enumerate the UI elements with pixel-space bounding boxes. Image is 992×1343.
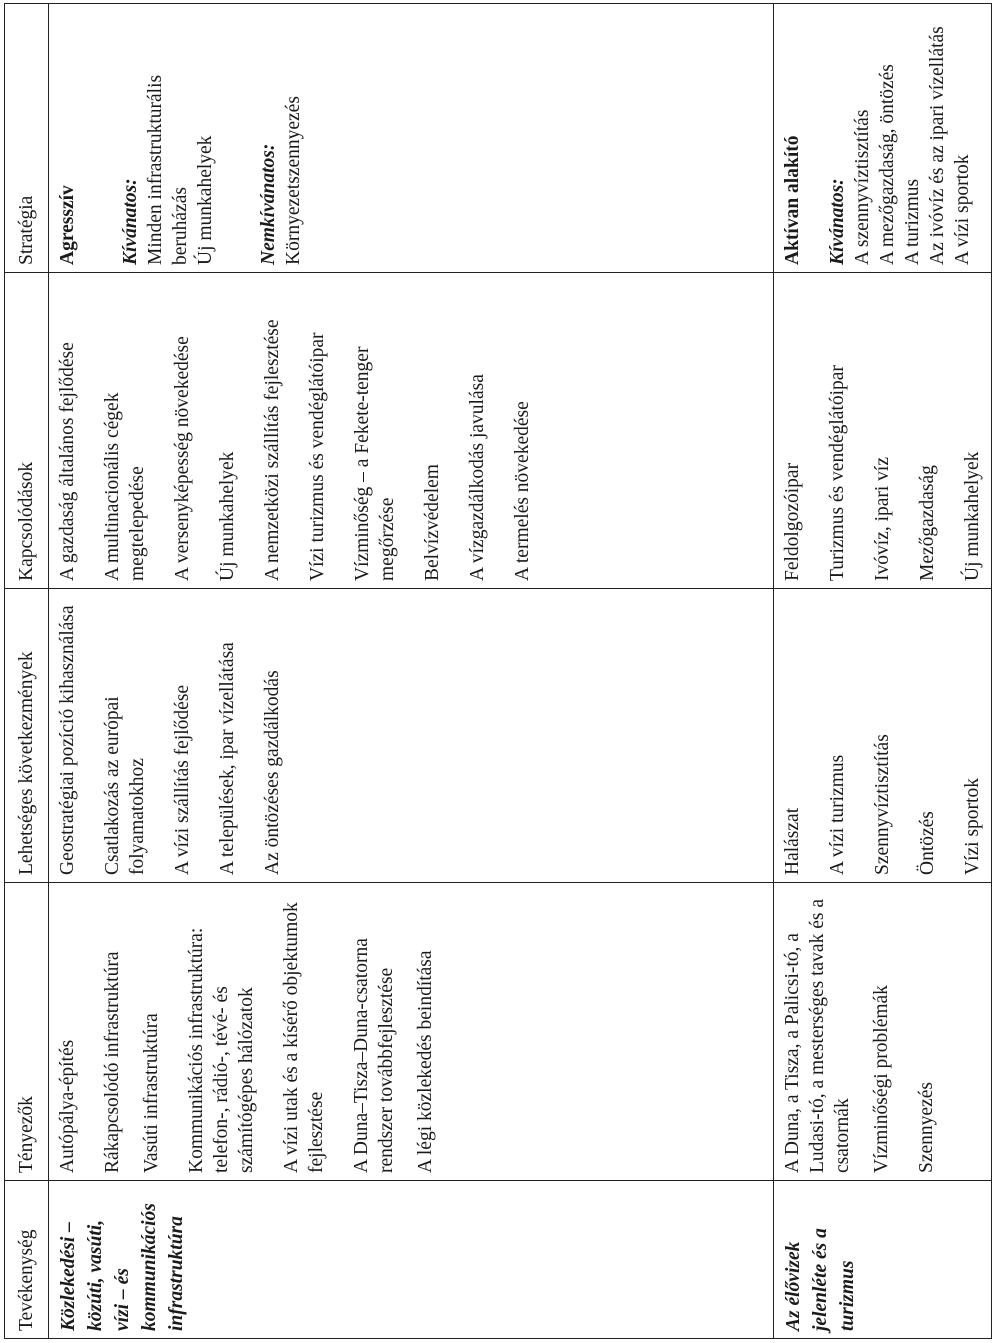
list-item: Halászat: [782, 807, 803, 875]
consequences-cell: [774, 589, 992, 883]
list-item: A turizmus: [902, 178, 923, 265]
list-item: Szennyezés: [916, 1082, 937, 1173]
list-item: A termelés növekedése: [512, 401, 533, 581]
connections-cell: [774, 273, 992, 589]
list-item: A vízi sportok: [952, 154, 973, 265]
table-row: [49, 4, 774, 1339]
list-item: Új munkahelyek: [195, 135, 216, 265]
list-item: A multinacionális cégek megtelepedése: [102, 392, 148, 581]
list-item: Szennyvíztisztítás: [872, 734, 893, 875]
factors-cell: [49, 883, 774, 1181]
list-item: Új munkahelyek: [217, 451, 238, 581]
table-row: [774, 4, 992, 1339]
list-item: Az ivóvíz és az ipari vízellátás: [927, 26, 948, 265]
strategy-cell: [774, 4, 992, 273]
list-item: Vízminőségi problémák: [871, 985, 892, 1173]
list-item: A légi közlekedés beindítása: [415, 950, 436, 1173]
list-item: Mezőgazdaság: [917, 465, 938, 581]
header-connections: Kapcsolódások: [5, 273, 49, 589]
list-item: Belvízvédelem: [422, 464, 443, 581]
list-item: Turizmus és vendéglátóipar: [827, 365, 848, 581]
header-row: [5, 4, 49, 1339]
list-item: Geostratégiai pozíció kihasználása: [57, 605, 78, 875]
undesirable-label: Nemkívánatos:: [258, 143, 279, 265]
list-item: Környezetszennyezés: [283, 96, 304, 265]
strategy-table: [4, 3, 992, 1339]
list-item: A települések, ipar vízellátása: [217, 642, 238, 875]
list-item: Vasúti infrastruktúra: [141, 1013, 162, 1173]
list-item: A vízi szállítás fejlődése: [172, 684, 193, 875]
list-item: A versenyképesség növekedése: [172, 336, 193, 581]
list-item: Rákapcsolódó infrastruktúra: [102, 951, 123, 1173]
list-item: A nemzetközi szállítás fejlesztése: [262, 319, 283, 581]
activity-cell: Közlekedési – közúti, vasúti, vízi – és kommunikációs infrastruktúra: [49, 1181, 774, 1339]
strategy-title: Agresszív: [57, 185, 78, 265]
list-item: A vízi utak és a kísérő objektumok fejlesztése: [281, 902, 327, 1173]
header-factors: Tényezők: [5, 883, 49, 1181]
list-item: Minden infrastrukturális beruházás: [145, 74, 191, 265]
strategy-title: Aktívan alakító: [782, 135, 803, 265]
list-item: Autópálya-építés: [57, 1039, 78, 1173]
list-item: Vízminőség – a Fekete-tenger megőrzése: [352, 346, 398, 581]
list-item: Ivóvíz, ipari víz: [872, 457, 893, 581]
factors-cell: [774, 883, 992, 1181]
list-item: A mezőgazdaság, öntözés: [877, 64, 898, 265]
strategy-cell: [49, 4, 774, 273]
list-item: Vízi sportok: [962, 778, 983, 875]
list-item: A Duna, a Tisza, a Palicsi-tó, a Ludasi-tó, a mesterséges tavak és a csatornák: [782, 899, 853, 1173]
list-item: A vízi turizmus: [827, 754, 848, 875]
list-item: Új munkahelyek: [962, 451, 983, 581]
list-item: A Duna–Tisza–Duna-csatorna rendszer továbbfejlesztése: [351, 938, 397, 1173]
list-item: Vízi turizmus és vendéglátóipar: [307, 332, 328, 581]
list-item: A vízgazdálkodás javulása: [467, 374, 488, 581]
list-item: Öntözés: [917, 811, 938, 875]
header-strategy: Stratégia: [5, 4, 49, 273]
list-item: Feldolgozóipar: [782, 462, 803, 581]
consequences-cell: [49, 589, 774, 883]
list-item: Csatlakozás az európai folyamatokhoz: [102, 696, 148, 875]
header-consequences: Lehetséges következmények: [5, 589, 49, 883]
list-item: A szennyvíztisztítás: [852, 109, 873, 265]
desirable-label: Kívánatos:: [120, 178, 141, 265]
activity-cell: Az élővizek jelenléte és a turizmus: [774, 1181, 992, 1339]
desirable-label: Kívánatos:: [827, 178, 848, 265]
list-item: Az öntözéses gazdálkodás: [262, 670, 283, 875]
list-item: A gazdaság általános fejlődése: [57, 342, 78, 581]
connections-cell: [49, 273, 774, 589]
header-activity: Tevékenység: [5, 1181, 49, 1339]
list-item: Kommunikációs infrastruktúra: telefon-, rádió-, tévé- és számítógépes hálózatok: [186, 927, 257, 1173]
